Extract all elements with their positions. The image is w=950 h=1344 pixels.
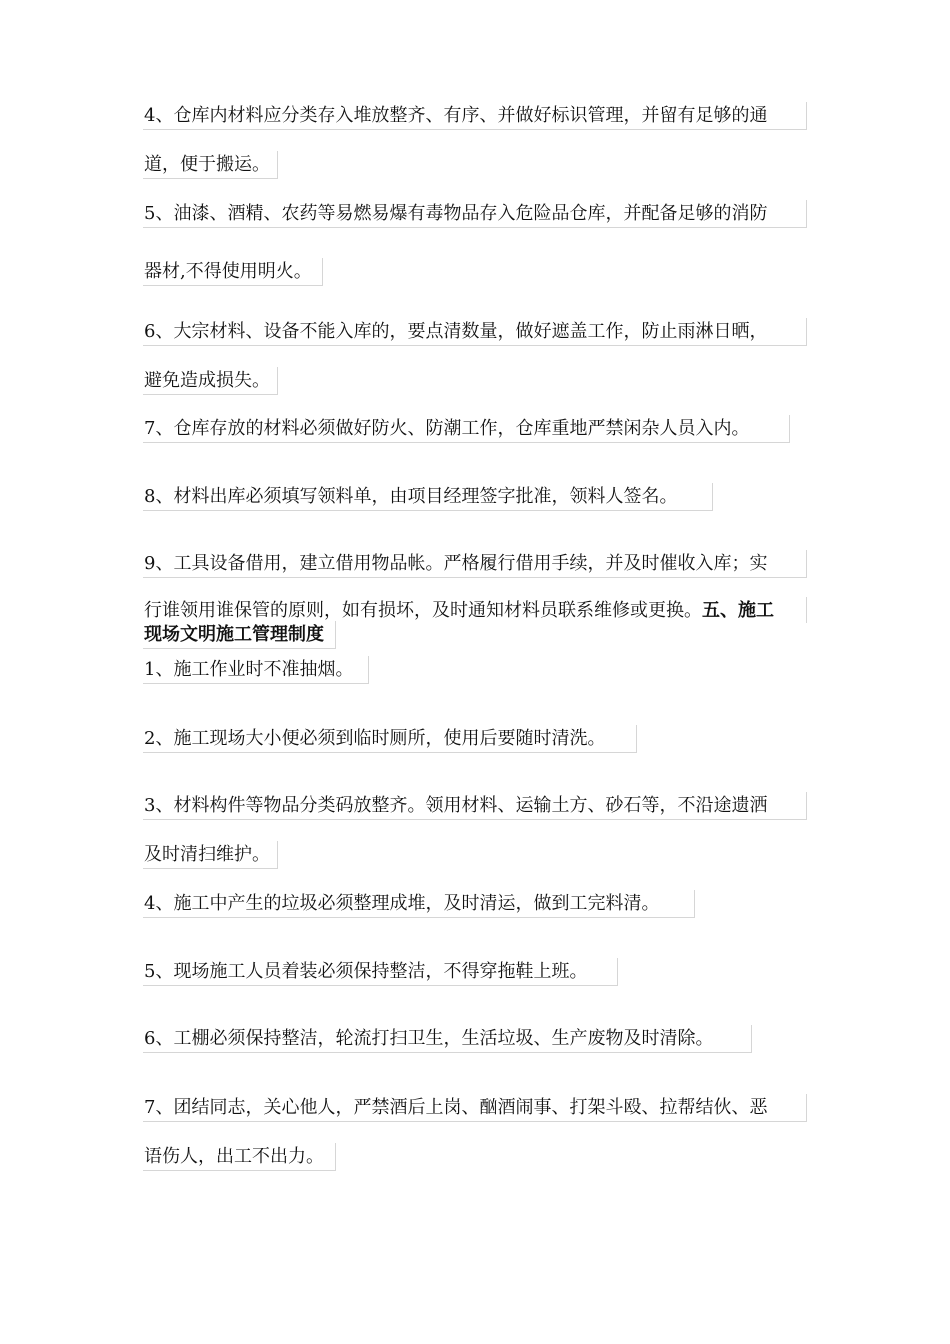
text-line: 语伤人，出工不出力。 (143, 1143, 336, 1171)
text-line: 6、工棚必须保持整洁，轮流打扫卫生，生活垃圾、生产废物及时清除。 (143, 1025, 752, 1053)
text-line: 6、大宗材料、设备不能入库的，要点清数量，做好遮盖工作，防止雨淋日晒， (143, 318, 807, 346)
section-heading-start: 五、施工 (702, 600, 774, 621)
text-line: 4、施工中产生的垃圾必须整理成堆，及时清运，做到工完料清。 (143, 890, 695, 918)
text-line: 及时清扫维护。 (143, 841, 278, 869)
text-line: 9、工具设备借用，建立借用物品帐。严格履行借用手续，并及时催收入库；实 (143, 550, 807, 578)
text-line: 器材,不得使用明火。 (143, 258, 323, 286)
text-line: 2、施工现场大小便必须到临时厕所，使用后要随时清洗。 (143, 725, 637, 753)
text-line: 7、仓库存放的材料必须做好防火、防潮工作，仓库重地严禁闲杂人员入内。 (143, 415, 790, 443)
text-line: 4、仓库内材料应分类存入堆放整齐、有序、并做好标识管理，并留有足够的通 (143, 102, 807, 130)
text-line: 7、团结同志，关心他人，严禁酒后上岗、酗酒闹事、打架斗殴、拉帮结伙、恶 (143, 1094, 807, 1122)
text-span: 行谁领用谁保管的原则，如有损坏，及时通知材料员联系维修或更换。 (144, 600, 702, 621)
text-line: 道，便于搬运。 (143, 151, 278, 179)
text-line: 避免造成损失。 (143, 367, 278, 395)
text-line: 1、施工作业时不准抽烟。 (143, 656, 369, 684)
section-heading: 现场文明施工管理制度 (143, 621, 336, 649)
text-line: 3、材料构件等物品分类码放整齐。领用材料、运输土方、砂石等，不沿途遗洒 (143, 792, 807, 820)
text-line: 5、现场施工人员着装必须保持整洁，不得穿拖鞋上班。 (143, 958, 618, 986)
text-line (143, 597, 807, 623)
text-line: 8、材料出库必须填写领料单，由项目经理签字批准，领料人签名。 (143, 483, 713, 511)
text-line: 5、油漆、酒精、农药等易燃易爆有毒物品存入危险品仓库，并配备足够的消防 (143, 200, 807, 228)
